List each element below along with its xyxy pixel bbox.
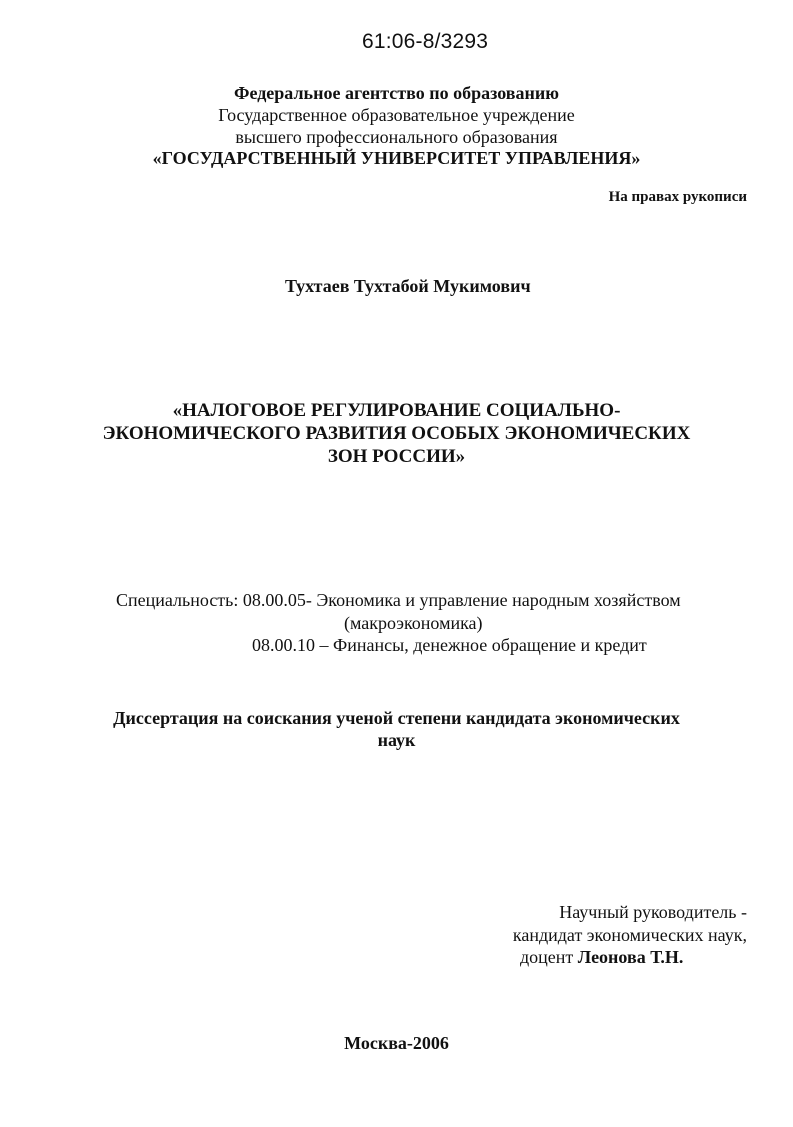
title-line-2: ЭКОНОМИЧЕСКОГО РАЗВИТИЯ ОСОБЫХ ЭКОНОМИЧЕСКИХ	[102, 423, 691, 444]
supervisor-line-2: кандидат экономических наук,	[512, 925, 747, 945]
supervisor-title: доцент	[520, 947, 574, 967]
dissertation-title	[0, 399, 793, 468]
manuscript-note: На правах рукописи	[608, 189, 747, 205]
city-year: Москва-2006	[344, 1033, 449, 1053]
title-line-1: «НАЛОГОВОЕ РЕГУЛИРОВАНИЕ СОЦИАЛЬНО-	[172, 400, 621, 421]
thesis-statement	[0, 707, 793, 751]
supervisor-line-1: Научный руководитель -	[559, 902, 747, 922]
thesis-line-1: Диссертация на соискания ученой степени кандидата экономических	[113, 708, 680, 728]
agency-name: Федеральное агентство по образованию	[233, 83, 560, 103]
supervisor-line-3	[520, 946, 683, 969]
supervisor-name: Леонова Т.Н.	[577, 947, 684, 967]
specialty-second: 08.00.10 – Финансы, денежное обращение и кредит	[252, 635, 647, 655]
author-name: Тухтаев Тухтабой Мукимович	[285, 276, 531, 296]
institution-line-2: высшего профессионального образования	[235, 127, 558, 147]
specialty-line-1	[116, 589, 681, 612]
thesis-line-2: наук	[377, 730, 416, 750]
specialty-first: 08.00.05- Экономика и управление народным хозяйством	[242, 590, 681, 610]
archive-code: 61:06-8/3293	[362, 30, 489, 53]
institution-line-1: Государственное образовательное учреждение	[218, 105, 575, 125]
specialty-label: Специальность:	[116, 590, 239, 610]
university-name: «ГОСУДАРСТВЕННЫЙ УНИВЕРСИТЕТ УПРАВЛЕНИЯ»	[152, 148, 641, 168]
specialty-subfield: (макроэкономика)	[344, 613, 483, 633]
title-line-3: ЗОН РОССИИ»	[327, 446, 466, 467]
